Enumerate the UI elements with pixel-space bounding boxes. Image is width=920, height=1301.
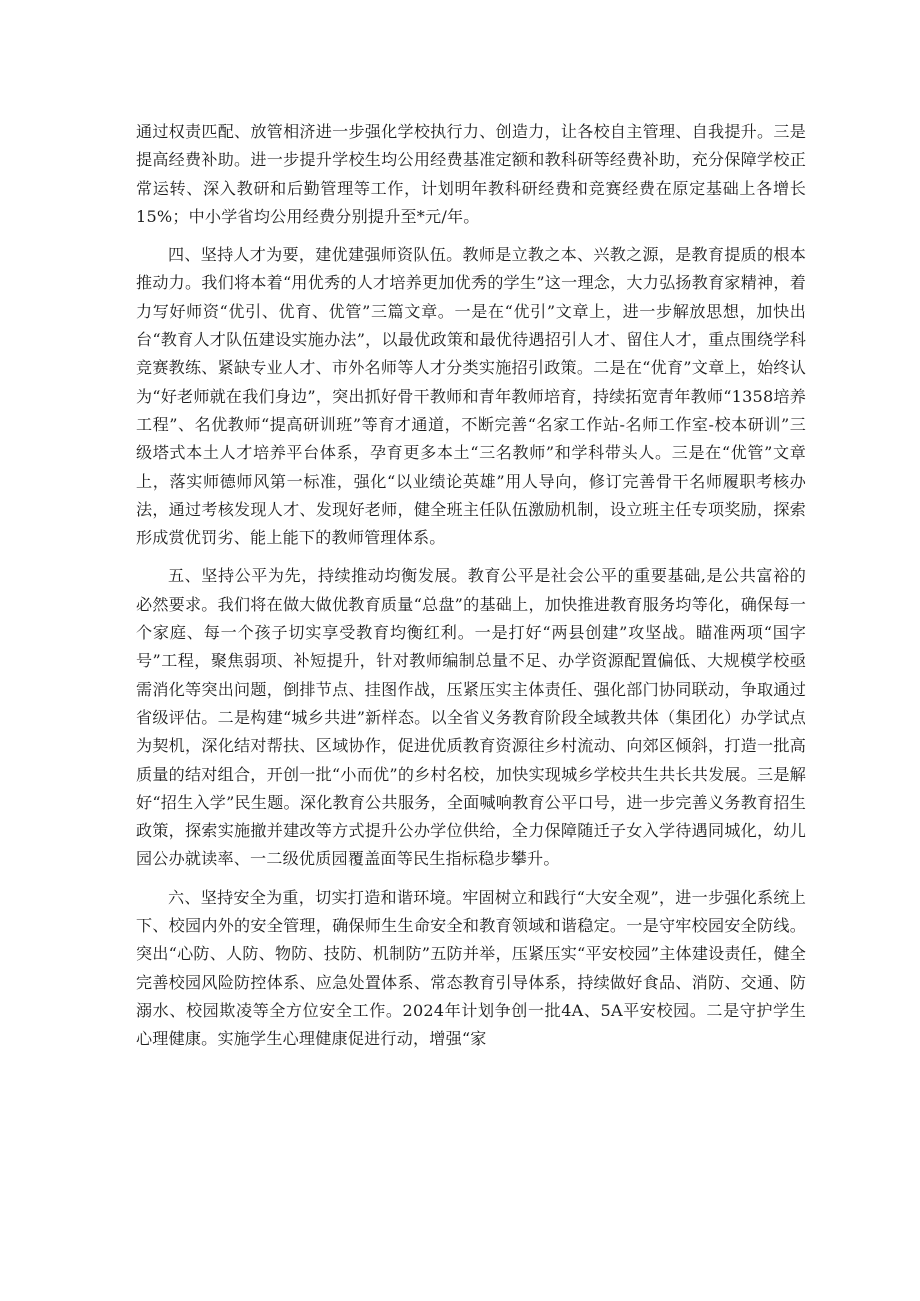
paragraph-talent-teachers: 四、坚持人才为要，建优建强师资队伍。教师是立教之本、兴教之源，是教育提质的根本推动力。我们将本着“用优秀的人才培养更加优秀的学生”这一理念，大力弘扬教育家精神，着力写好师资“优引、优育、优管”三篇文章。一是在“优引”文章上，进一步解放思想，加快出台“教育人才队伍建设实施办法”，以最优政策和最优待遇招引人才、留住人才，重点围绕学科竞赛教练、紧缺专业人才、市外名师等人才分类实施招引政策。二是在“优育”文章上，始终认为“好老师就在我们身边”，突出抓好骨干教师和青年教师培育，持续拓宽青年教师“1358培养工程”、名优教师“提高研训班”等育才通道，不断完善“名家工作站-名师工作室-校本研训”三级塔式本土人才培养平台体系，孕育更多本土“三名教师”和学科带头人。三是在“优管”文章上，落实师德师风第一标准，强化“以业绩论英雄”用人导向，修订完善骨干名师履职考核办法，通过考核发现人才、发现好老师，健全班主任队伍激励机制，设立班主任专项奖励，探索形成赏优罚劣、能上能下的教师管理体系。 bbox=[136, 245, 806, 548]
paragraph-fairness-balance: 五、坚持公平为先，持续推动均衡发展。教育公平是社会公平的重要基础,是公共富裕的必然要求。我们将在做大做优教育质量“总盘”的基础上，加快推进教育服务均等化，确保每一个家庭、每一个孩子切实享受教育均衡红利。一是打好“两县创建”攻坚战。瞄准两项“国字号”工程，聚焦弱项、补短提升，针对教师编制总量不足、办学资源配置偏低、大规模学校亟需消化等突出问题，倒排节点、挂图作战，压紧压实主体责任、强化部门协同联动，争取通过省级评估。二是构建“城乡共进”新样态。以全省义务教育阶段全域教共体（集团化）办学试点为契机，深化结对帮扶、区域协作，促进优质教育资源往乡村流动、向郊区倾斜，打造一批高质量的结对组合，开创一批“小而优”的乡村名校，加快实现城乡学校共生共长共发展。三是解好“招生入学”民生题。深化教育公共服务，全面喊响教育公平口号，进一步完善义务教育招生政策，探索实施撤并建改等方式提升公办学位供给，全力保障随迁子女入学待遇同城化，幼儿园公办就读率、一二级优质园覆盖面等民生指标稳步攀升。 bbox=[136, 566, 806, 869]
document-body bbox=[136, 118, 806, 1064]
paragraph-continued-funding: 通过权责匹配、放管相济进一步强化学校执行力、创造力，让各校自主管理、自我提升。三是提高经费补助。进一步提升学校生均公用经费基准定额和教科研等经费补助，充分保障学校正常运转、深入教研和后勤管理等工作，计划明年教科研经费和竞赛经费在原定基础上各增长15%；中小学省均公用经费分别提升至*元/年。 bbox=[136, 122, 806, 226]
paragraph-safety-environment: 六、坚持安全为重，切实打造和谐环境。牢固树立和践行“大安全观”，进一步强化系统上下、校园内外的安全管理，确保师生生命安全和教育领域和谐稳定。一是守牢校园安全防线。突出“心防、人防、物防、技防、机制防”五防并举，压紧压实“平安校园”主体建设责任，健全完善校园风险防控体系、应急处置体系、常态教育引导体系，持续做好食品、消防、交通、防溺水、校园欺凌等全方位安全工作。2024年计划争创一批4A、5A平安校园。二是守护学生心理健康。实施学生心理健康促进行动，增强“家 bbox=[136, 887, 806, 1049]
